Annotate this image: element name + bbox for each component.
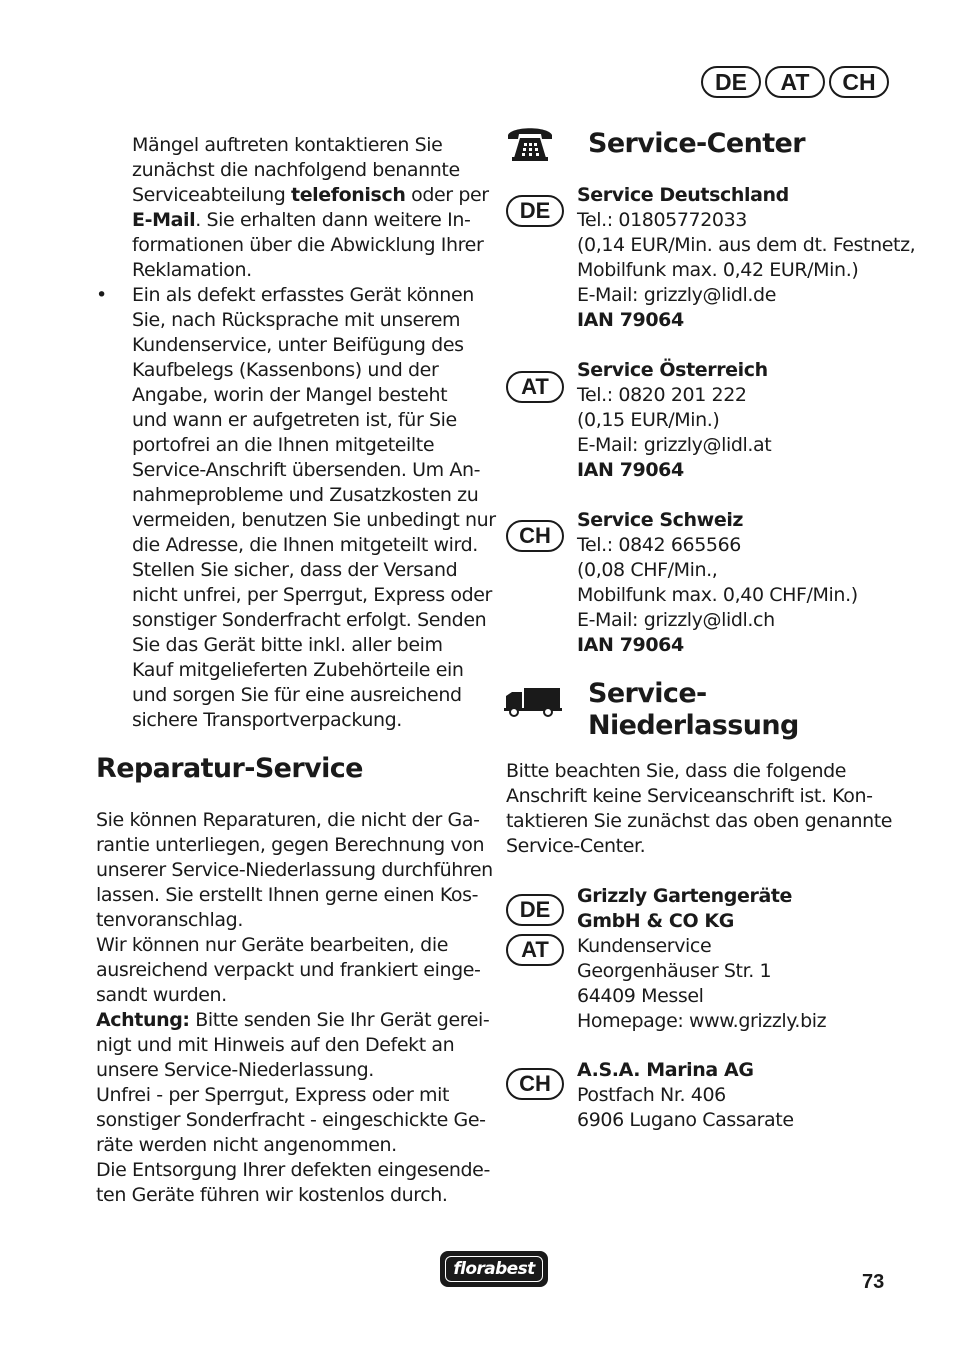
text-line: unsere Service-Niederlassung. bbox=[96, 1059, 374, 1081]
text-line: rantie unterliegen, gegen Berechnung von bbox=[96, 834, 485, 856]
repair-service-text bbox=[96, 808, 496, 1208]
page-number: 73 bbox=[862, 1271, 885, 1293]
text-line: nahmeprobleme und Zusatzkosten zu bbox=[132, 484, 479, 506]
text-line: Reklamation. bbox=[132, 259, 252, 281]
text-line: räte werden nicht angenommen. bbox=[96, 1134, 397, 1156]
address-badge-de: DE bbox=[506, 894, 564, 926]
repair-service-heading: Reparatur-Service bbox=[96, 753, 363, 784]
warranty-continuation bbox=[132, 133, 492, 283]
text-line: Tel.: 0842 665566 bbox=[577, 534, 741, 556]
text-line: (0,14 EUR/Min. aus dem dt. Festnetz, bbox=[577, 234, 916, 256]
address-grizzly bbox=[577, 884, 947, 1034]
service-title: Service Österreich bbox=[577, 359, 768, 381]
text-line: Georgenhäuser Str. 1 bbox=[577, 960, 772, 982]
text-line: Sie können Reparaturen, die nicht der Ga- bbox=[96, 809, 480, 831]
service-center-heading: Service-Center bbox=[588, 128, 805, 159]
service-title: Service Schweiz bbox=[577, 509, 744, 531]
text-line: portofrei an die Ihnen mitgeteilte bbox=[132, 434, 435, 456]
text-line bbox=[96, 1008, 496, 1033]
logo-text: florabest bbox=[445, 1256, 543, 1282]
text-line: Ein als defekt erfasstes Gerät können bbox=[132, 284, 474, 306]
bullet-paragraph bbox=[132, 283, 496, 733]
text-line: Service-Anschrift übersenden. Um An- bbox=[132, 459, 481, 481]
service-de-block bbox=[577, 183, 947, 333]
heading-line: Niederlassung bbox=[588, 710, 799, 741]
text-line: und sorgen Sie für eine ausreichend bbox=[132, 684, 462, 706]
bullet-dot: • bbox=[96, 284, 107, 306]
text-span: Bitte senden Sie Ihr Gerät gerei- bbox=[189, 1009, 490, 1031]
text-line: und wann er aufgetreten ist, für Sie bbox=[132, 409, 457, 431]
text-line: sonstiger Sonderfracht - eingeschickte Ge- bbox=[96, 1109, 486, 1131]
text-line: E-Mail: grizzly@lidl.at bbox=[577, 434, 772, 456]
text-line: (0,08 CHF/Min., bbox=[577, 559, 718, 581]
text-line: Mobilfunk max. 0,42 EUR/Min.) bbox=[577, 259, 859, 281]
text-line: E-Mail: grizzly@lidl.ch bbox=[577, 609, 775, 631]
text-line: sonstiger Sonderfracht erfolgt. Senden bbox=[132, 609, 487, 631]
company-name: GmbH & CO KG bbox=[577, 910, 734, 932]
lang-badge-de: DE bbox=[701, 66, 761, 98]
text-line: Angabe, worin der Mangel besteht bbox=[132, 384, 448, 406]
text-span: oder per bbox=[405, 184, 489, 206]
text-line: Tel.: 01805772033 bbox=[577, 209, 747, 231]
text-line: 64409 Messel bbox=[577, 985, 704, 1007]
text-line: Mängel auftreten kontaktieren Sie bbox=[132, 134, 443, 156]
service-ch-block bbox=[577, 508, 947, 658]
text-line bbox=[132, 183, 492, 208]
phone-emphasis: telefonisch bbox=[291, 184, 406, 206]
address-badge-ch: CH bbox=[506, 1068, 564, 1100]
service-branch-heading bbox=[588, 678, 799, 742]
lang-badge-ch: CH bbox=[829, 66, 889, 98]
text-line: formationen über die Abwicklung Ihrer bbox=[132, 234, 484, 256]
text-line: taktieren Sie zunächst das oben genannte bbox=[506, 810, 893, 832]
service-badge-ch: CH bbox=[506, 520, 564, 552]
text-line: Postfach Nr. 406 bbox=[577, 1084, 726, 1106]
branch-intro bbox=[506, 759, 926, 859]
text-line: 6906 Lugano Cassarate bbox=[577, 1109, 794, 1131]
text-line: Kaufbelegs (Kassenbons) und der bbox=[132, 359, 439, 381]
company-name: Grizzly Gartengeräte bbox=[577, 885, 793, 907]
text-line: ten Geräte führen wir kostenlos durch. bbox=[96, 1184, 448, 1206]
text-line: Stellen Sie sicher, dass der Versand bbox=[132, 559, 458, 581]
text-line: Bitte beachten Sie, dass die folgende bbox=[506, 760, 847, 782]
text-line: unserer Service-Niederlassung durchführen bbox=[96, 859, 493, 881]
text-line: sandt wurden. bbox=[96, 984, 227, 1006]
telephone-icon bbox=[506, 124, 554, 168]
text-line: Anschrift keine Serviceanschrift ist. Kon- bbox=[506, 785, 873, 807]
ian-number: IAN 79064 bbox=[577, 459, 684, 481]
service-at-block bbox=[577, 358, 947, 483]
text-line bbox=[132, 208, 492, 233]
service-title: Service Deutschland bbox=[577, 184, 789, 206]
text-line: Kundenservice bbox=[577, 935, 712, 957]
text-line: Service-Center. bbox=[506, 835, 646, 857]
text-line: zunächst die nachfolgend benannte bbox=[132, 159, 460, 181]
text-line: Homepage: www.grizzly.biz bbox=[577, 1010, 827, 1032]
lang-badge-at: AT bbox=[765, 66, 825, 98]
address-badge-at: AT bbox=[506, 934, 564, 966]
text-line: Sie das Gerät bitte inkl. aller beim bbox=[132, 634, 443, 656]
text-line: Mobilfunk max. 0,40 CHF/Min.) bbox=[577, 584, 858, 606]
text-span: . Sie erhalten dann weitere In- bbox=[195, 209, 471, 231]
text-line: lassen. Sie erstellt Ihnen gerne einen Kos- bbox=[96, 884, 479, 906]
text-line: nigt und mit Hinweis auf den Defekt an bbox=[96, 1034, 455, 1056]
email-emphasis: E-Mail bbox=[132, 209, 196, 231]
text-line: Kauf mitgelieferten Zubehörteile ein bbox=[132, 659, 464, 681]
company-name: A.S.A. Marina AG bbox=[577, 1059, 754, 1081]
text-line: nicht unfrei, per Sperrgut, Express oder bbox=[132, 584, 492, 606]
address-asa bbox=[577, 1058, 947, 1133]
text-line: Tel.: 0820 201 222 bbox=[577, 384, 747, 406]
achtung-label: Achtung: bbox=[96, 1009, 190, 1031]
text-line: Wir können nur Geräte bearbeiten, die bbox=[96, 934, 449, 956]
heading-line: Service- bbox=[588, 678, 707, 709]
text-line: vermeiden, benutzen Sie unbedingt nur bbox=[132, 509, 496, 531]
text-line: tenvoranschlag. bbox=[96, 909, 243, 931]
service-badge-at: AT bbox=[506, 371, 564, 403]
text-line: (0,15 EUR/Min.) bbox=[577, 409, 720, 431]
text-line: Kundenservice, unter Beifügung des bbox=[132, 334, 464, 356]
ian-number: IAN 79064 bbox=[577, 309, 684, 331]
text-line: die Adresse, die Ihnen mitgeteilt wird. bbox=[132, 534, 478, 556]
repair-lines-2 bbox=[96, 1033, 496, 1208]
truck-icon bbox=[504, 686, 562, 722]
text-line: Sie, nach Rücksprache mit unserem bbox=[132, 309, 461, 331]
text-line: Unfrei - per Sperrgut, Express oder mit bbox=[96, 1084, 450, 1106]
text-line: E-Mail: grizzly@lidl.de bbox=[577, 284, 777, 306]
ian-number: IAN 79064 bbox=[577, 634, 684, 656]
service-badge-de: DE bbox=[506, 195, 564, 227]
text-line: Die Entsorgung Ihrer defekten eingesende- bbox=[96, 1159, 490, 1181]
text-span: Serviceabteilung bbox=[132, 184, 292, 206]
repair-lines-1 bbox=[96, 808, 496, 1008]
text-line: ausreichend verpackt und frankiert einge- bbox=[96, 959, 481, 981]
text-line: sichere Transportverpackung. bbox=[132, 709, 402, 731]
florabest-logo bbox=[440, 1251, 548, 1287]
